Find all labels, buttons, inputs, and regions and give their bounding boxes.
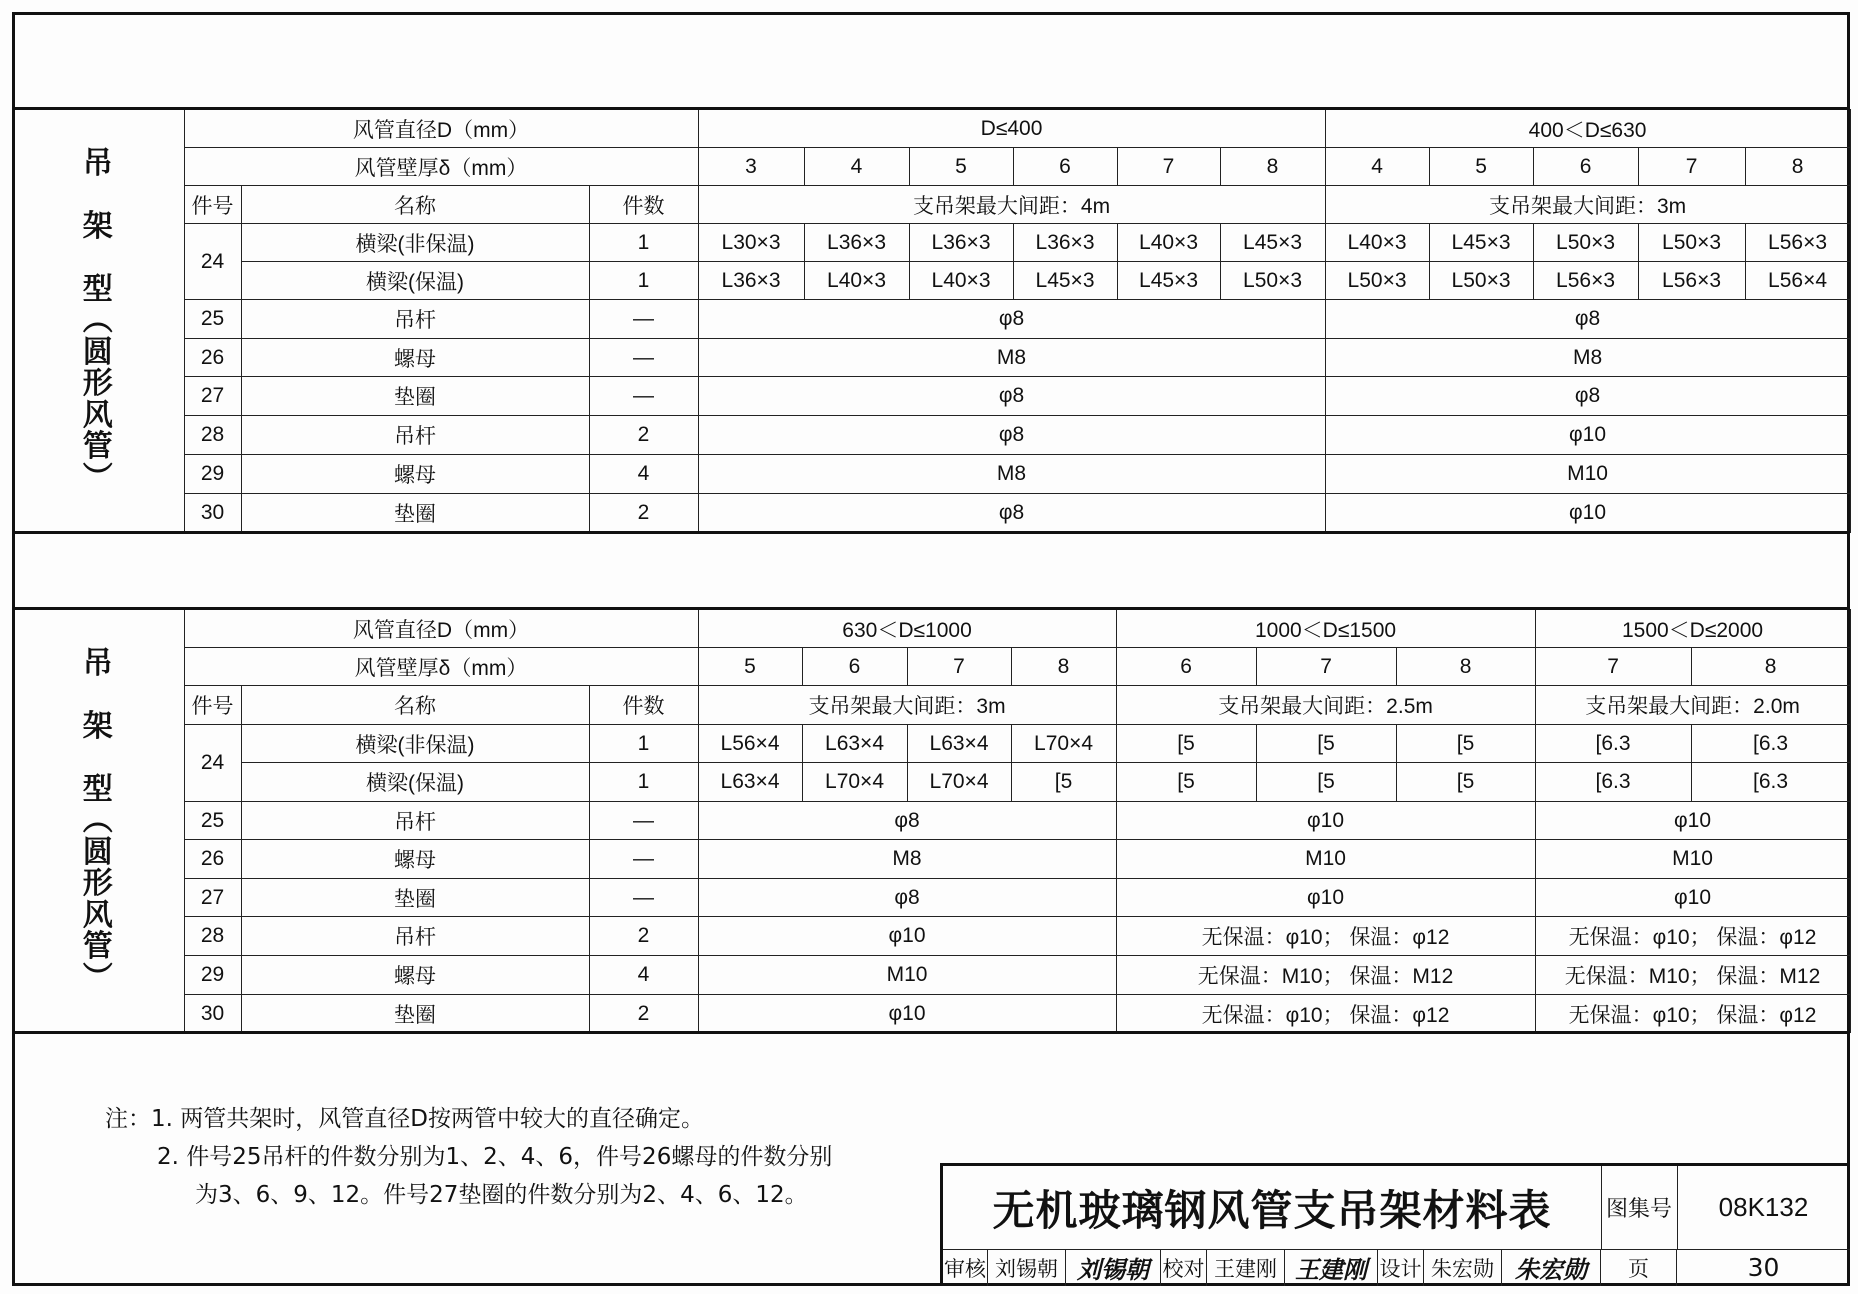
- thickness-cell: 8: [1745, 148, 1850, 186]
- item-name: 垫圈: [241, 377, 589, 416]
- thickness-cell: 8: [1691, 648, 1850, 686]
- diameter-header-label: 风管直径D（mm）: [184, 110, 698, 148]
- thickness-cell: 6: [1013, 148, 1117, 186]
- value-cell: φ10: [1116, 802, 1535, 840]
- value-cell: φ8: [698, 300, 1325, 339]
- value-cell: [6.3: [1691, 725, 1850, 763]
- review-label: 审核: [943, 1249, 988, 1286]
- value-cell: L56×4: [1745, 262, 1850, 300]
- thickness-cell: 8: [1396, 648, 1535, 686]
- thickness-header-label: 风管壁厚δ（mm）: [184, 148, 698, 186]
- item-qty: 2: [589, 917, 698, 956]
- max-spacing-1: 支吊架最大间距：4m: [698, 186, 1325, 224]
- item-qty: 1: [589, 763, 698, 802]
- value-cell: M8: [698, 840, 1116, 879]
- diameter-range-3: 1500＜D≤2000: [1535, 610, 1850, 648]
- value-cell: L63×4: [698, 763, 802, 802]
- design-label: 设计: [1378, 1249, 1424, 1286]
- value-cell: 无保温：M10； 保温：M12: [1116, 956, 1535, 995]
- diameter-header-label: 风管直径D（mm）: [184, 610, 698, 648]
- check-label: 校对: [1161, 1249, 1207, 1286]
- item-qty: —: [589, 879, 698, 917]
- item-no: 28: [184, 416, 241, 455]
- drawing-title: 无机玻璃钢风管支吊架材料表: [943, 1166, 1602, 1250]
- value-cell: φ10: [1535, 802, 1850, 840]
- col-header-name: 名称: [241, 186, 589, 224]
- note-2-continued: 为3、6、9、12。件号27垫圈的件数分别为2、4、6、12。: [195, 1182, 808, 1208]
- atlas-number-label: 图集号: [1601, 1166, 1678, 1250]
- thickness-cell: 7: [1535, 648, 1691, 686]
- table1-bottom-rule: [12, 531, 1850, 534]
- value-cell: L50×3: [1429, 262, 1533, 300]
- thickness-cell: 8: [1220, 148, 1325, 186]
- item-no: 26: [184, 840, 241, 879]
- thickness-header-label: 风管壁厚δ（mm）: [184, 648, 698, 686]
- table-row: [12, 262, 1850, 300]
- value-cell: φ10: [1325, 416, 1850, 455]
- value-cell: [5: [1396, 725, 1535, 763]
- thickness-cell: 5: [698, 648, 802, 686]
- thickness-cell: 5: [1429, 148, 1533, 186]
- table-row: [12, 802, 1850, 840]
- item-qty: 2: [589, 494, 698, 533]
- value-cell: M10: [698, 956, 1116, 995]
- table-row: [12, 917, 1850, 956]
- table-row: [12, 339, 1850, 377]
- value-cell: [5: [1256, 725, 1396, 763]
- value-cell: φ10: [1116, 879, 1535, 917]
- value-cell: L56×4: [698, 725, 802, 763]
- item-no: 25: [184, 300, 241, 339]
- item-qty: —: [589, 339, 698, 377]
- item-name: 横梁(保温): [241, 262, 589, 300]
- item-name: 横梁(保温): [241, 763, 589, 802]
- value-cell: [5: [1116, 763, 1256, 802]
- value-cell: L50×3: [1638, 224, 1745, 262]
- table-row: [12, 416, 1850, 455]
- table-row: [12, 377, 1850, 416]
- item-qty: 2: [589, 416, 698, 455]
- value-cell: 无保温：φ10； 保温：φ12: [1116, 917, 1535, 956]
- item-no: 27: [184, 377, 241, 416]
- item-no: 24: [184, 725, 241, 802]
- item-name: 垫圈: [241, 494, 589, 533]
- value-cell: φ10: [1535, 879, 1850, 917]
- thickness-cell: 6: [802, 648, 907, 686]
- thickness-cell: 4: [804, 148, 909, 186]
- thickness-cell: 3: [698, 148, 804, 186]
- item-no: 30: [184, 494, 241, 533]
- table-row: [12, 300, 1850, 339]
- table-row: [12, 763, 1850, 802]
- value-cell: φ8: [698, 377, 1325, 416]
- value-cell: L56×3: [1745, 224, 1850, 262]
- thickness-cell: 7: [907, 648, 1011, 686]
- value-cell: L36×3: [804, 224, 909, 262]
- item-qty: —: [589, 802, 698, 840]
- item-no: 24: [184, 224, 241, 300]
- value-cell: L56×3: [1533, 262, 1638, 300]
- thickness-cell: 7: [1117, 148, 1220, 186]
- table-row: [12, 725, 1850, 763]
- item-name: 吊杆: [241, 802, 589, 840]
- value-cell: L45×3: [1117, 262, 1220, 300]
- item-qty: —: [589, 840, 698, 879]
- thickness-cell: 5: [909, 148, 1013, 186]
- item-qty: 1: [589, 262, 698, 300]
- diameter-range-2: 1000＜D≤1500: [1116, 610, 1535, 648]
- value-cell: M8: [698, 455, 1325, 494]
- note-2: 2. 件号25吊杆的件数分别为1、2、4、6，件号26螺母的件数分别: [157, 1144, 833, 1170]
- value-cell: 无保温：φ10； 保温：φ12: [1116, 995, 1535, 1033]
- value-cell: [5: [1116, 725, 1256, 763]
- value-cell: φ10: [1325, 494, 1850, 533]
- value-cell: L56×3: [1638, 262, 1745, 300]
- diameter-range-1: 630＜D≤1000: [698, 610, 1116, 648]
- value-cell: L50×3: [1220, 262, 1325, 300]
- title-block: [940, 1163, 1850, 1286]
- value-cell: [5: [1396, 763, 1535, 802]
- value-cell: M10: [1116, 840, 1535, 879]
- value-cell: L63×4: [802, 725, 907, 763]
- item-name: 横梁(非保温): [241, 725, 589, 763]
- value-cell: L36×3: [1013, 224, 1117, 262]
- item-name: 螺母: [241, 840, 589, 879]
- item-name: 螺母: [241, 339, 589, 377]
- review-signature: 刘锡朝: [1066, 1249, 1161, 1286]
- max-spacing-1: 支吊架最大间距：3m: [698, 686, 1116, 725]
- item-name: 吊杆: [241, 300, 589, 339]
- value-cell: L70×4: [1011, 725, 1116, 763]
- item-name: 螺母: [241, 455, 589, 494]
- value-cell: L30×3: [698, 224, 804, 262]
- thickness-cell: 7: [1256, 648, 1396, 686]
- col-header-qty: 件数: [589, 686, 698, 725]
- max-spacing-3: 支吊架最大间距：2.0m: [1535, 686, 1850, 725]
- value-cell: [6.3: [1691, 763, 1850, 802]
- item-no: 26: [184, 339, 241, 377]
- check-signature: 王建刚: [1285, 1249, 1378, 1286]
- diameter-range-2: 400＜D≤630: [1325, 110, 1850, 148]
- diameter-range-1: D≤400: [698, 110, 1325, 148]
- design-signature: 朱宏勋: [1502, 1249, 1601, 1286]
- thickness-cell: 6: [1533, 148, 1638, 186]
- value-cell: 无保温：φ10； 保温：φ12: [1535, 917, 1850, 956]
- item-qty: —: [589, 377, 698, 416]
- value-cell: M10: [1325, 455, 1850, 494]
- value-cell: L70×4: [907, 763, 1011, 802]
- item-name: 螺母: [241, 956, 589, 995]
- value-cell: φ8: [1325, 300, 1850, 339]
- value-cell: φ8: [698, 416, 1325, 455]
- item-no: 29: [184, 956, 241, 995]
- value-cell: L45×3: [1013, 262, 1117, 300]
- table2-top-rule: [12, 607, 1850, 610]
- material-table-large-diameter: [12, 609, 1851, 1033]
- item-qty: —: [589, 300, 698, 339]
- item-no: 30: [184, 995, 241, 1033]
- note-1: 注：1. 两管共架时，风管直径D按两管中较大的直径确定。: [105, 1106, 704, 1132]
- notes: [105, 1100, 832, 1214]
- value-cell: L50×3: [1533, 224, 1638, 262]
- table-row: [12, 494, 1850, 533]
- max-spacing-2: 支吊架最大间距：2.5m: [1116, 686, 1535, 725]
- value-cell: M8: [1325, 339, 1850, 377]
- value-cell: L50×3: [1325, 262, 1429, 300]
- value-cell: L36×3: [909, 224, 1013, 262]
- value-cell: [5: [1011, 763, 1116, 802]
- design-name: 朱宏勋: [1424, 1249, 1502, 1286]
- value-cell: L63×4: [907, 725, 1011, 763]
- value-cell: L40×3: [1325, 224, 1429, 262]
- value-cell: [6.3: [1535, 725, 1691, 763]
- review-name: 刘锡朝: [988, 1249, 1066, 1286]
- item-no: 28: [184, 917, 241, 956]
- value-cell: L40×3: [1117, 224, 1220, 262]
- page-number: 30: [1747, 1253, 1780, 1282]
- col-header-name: 名称: [241, 686, 589, 725]
- item-no: 25: [184, 802, 241, 840]
- side-label: 吊 架 型 ︵ 圆 形 风 管 ︶: [12, 110, 184, 533]
- atlas-number-value: 08K132: [1677, 1166, 1850, 1250]
- item-qty: 4: [589, 956, 698, 995]
- check-name: 王建刚: [1207, 1249, 1285, 1286]
- table-row: [12, 224, 1850, 262]
- thickness-cell: 8: [1011, 648, 1116, 686]
- value-cell: L45×3: [1429, 224, 1533, 262]
- signature-row: [943, 1249, 1850, 1286]
- item-qty: 4: [589, 455, 698, 494]
- value-cell: M8: [698, 339, 1325, 377]
- item-name: 垫圈: [241, 995, 589, 1033]
- table2-bottom-rule: [12, 1031, 1850, 1034]
- value-cell: [6.3: [1535, 763, 1691, 802]
- value-cell: M10: [1535, 840, 1850, 879]
- item-no: 27: [184, 879, 241, 917]
- material-table-small-diameter: [12, 109, 1851, 533]
- value-cell: [5: [1256, 763, 1396, 802]
- item-no: 29: [184, 455, 241, 494]
- value-cell: L70×4: [802, 763, 907, 802]
- col-header-item-no: 件号: [184, 686, 241, 725]
- table-row: [12, 995, 1850, 1033]
- table-row: [12, 455, 1850, 494]
- col-header-item-no: 件号: [184, 186, 241, 224]
- max-spacing-2: 支吊架最大间距：3m: [1325, 186, 1850, 224]
- item-qty: 2: [589, 995, 698, 1033]
- value-cell: φ8: [698, 494, 1325, 533]
- thickness-cell: 4: [1325, 148, 1429, 186]
- value-cell: L45×3: [1220, 224, 1325, 262]
- value-cell: φ8: [698, 802, 1116, 840]
- table-row: [12, 956, 1850, 995]
- table-row: [12, 840, 1850, 879]
- item-name: 垫圈: [241, 879, 589, 917]
- value-cell: φ10: [698, 917, 1116, 956]
- value-cell: L36×3: [698, 262, 804, 300]
- page-label: 页: [1601, 1249, 1677, 1286]
- value-cell: 无保温：M10； 保温：M12: [1535, 956, 1850, 995]
- item-name: 横梁(非保温): [241, 224, 589, 262]
- table1-top-rule: [12, 107, 1850, 110]
- thickness-cell: 6: [1116, 648, 1256, 686]
- item-name: 吊杆: [241, 917, 589, 956]
- value-cell: L40×3: [804, 262, 909, 300]
- item-qty: 1: [589, 725, 698, 763]
- item-qty: 1: [589, 224, 698, 262]
- side-label: 吊 架 型 ︵ 圆 形 风 管 ︶: [12, 610, 184, 1033]
- value-cell: φ8: [1325, 377, 1850, 416]
- value-cell: 无保温：φ10； 保温：φ12: [1535, 995, 1850, 1033]
- col-header-qty: 件数: [589, 186, 698, 224]
- item-name: 吊杆: [241, 416, 589, 455]
- thickness-cell: 7: [1638, 148, 1745, 186]
- value-cell: φ10: [698, 995, 1116, 1033]
- table-row: [12, 879, 1850, 917]
- value-cell: L40×3: [909, 262, 1013, 300]
- value-cell: φ8: [698, 879, 1116, 917]
